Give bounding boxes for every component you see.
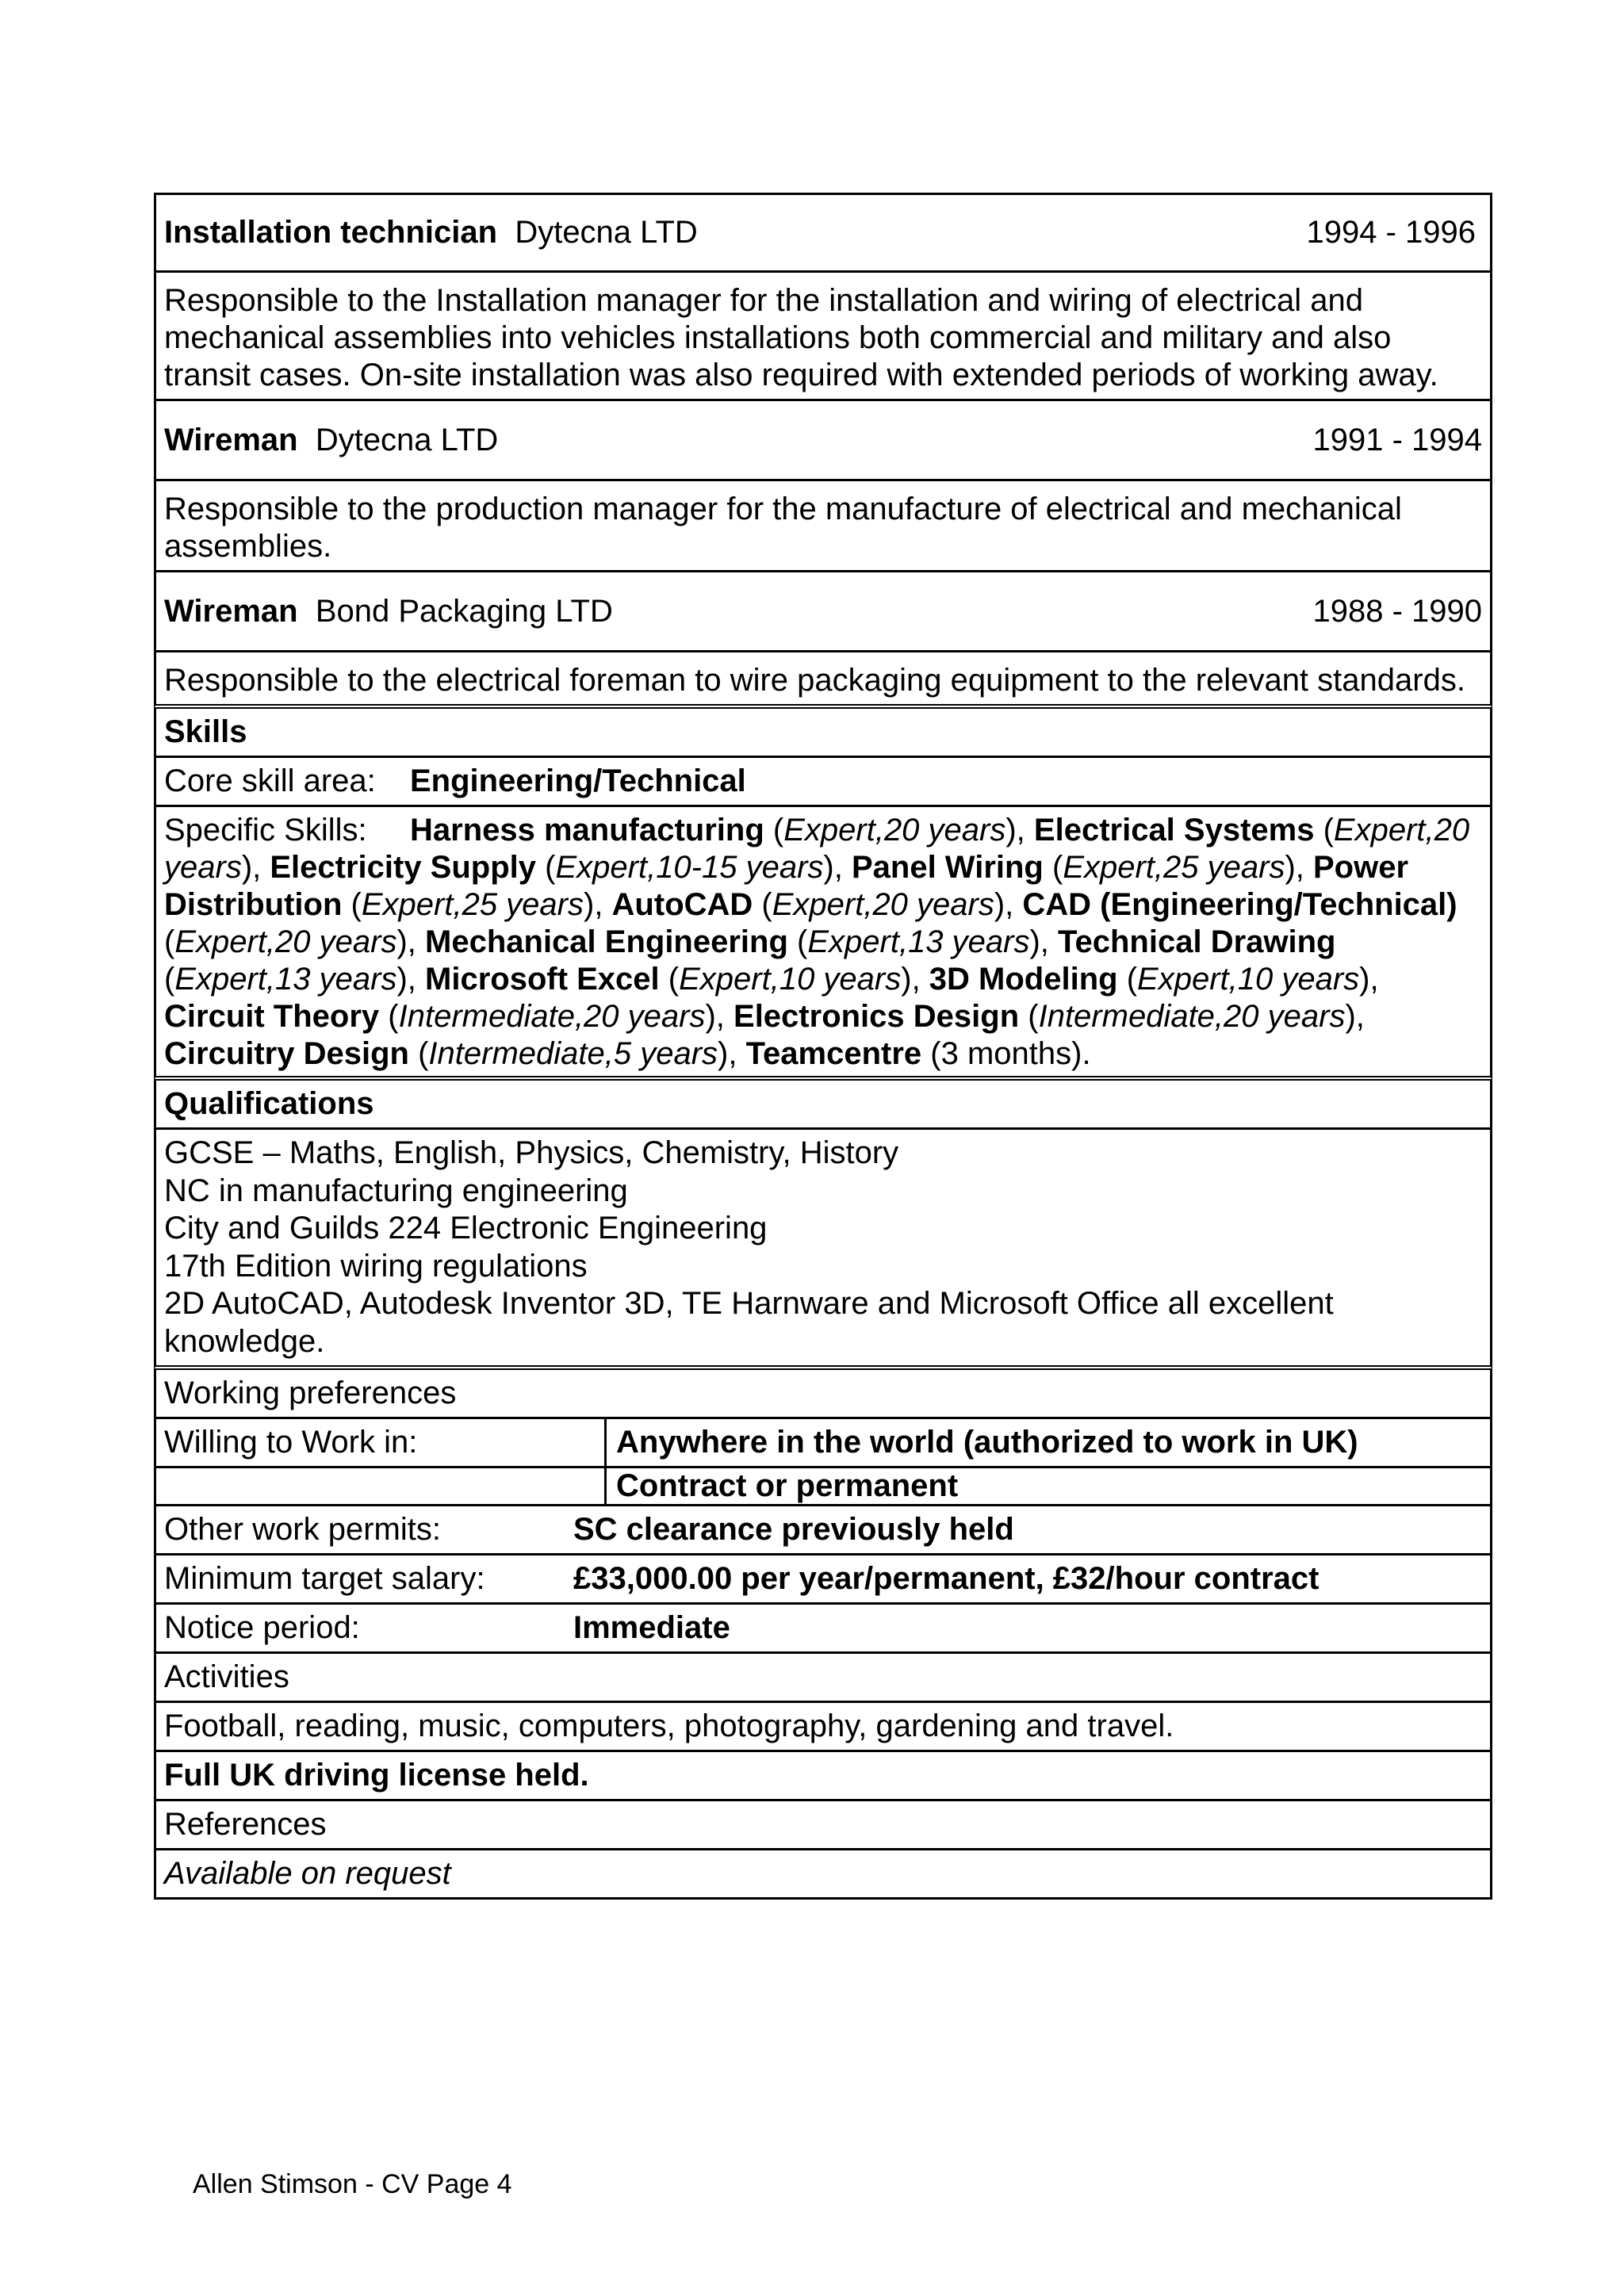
skill-name: Electrical Systems bbox=[1033, 813, 1315, 848]
skill-name: 3D Modeling bbox=[929, 962, 1118, 997]
permits-label: Other work permits: bbox=[164, 1512, 441, 1547]
job-header bbox=[154, 193, 1492, 273]
skill-item: Harness manufacturing (Expert,20 years), bbox=[410, 813, 1034, 848]
qualification-item: 2D AutoCAD, Autodesk Inventor 3D, TE Harnware and Microsoft Office all excellent knowledge. bbox=[164, 1286, 1334, 1359]
skill-item: Panel Wiring (Expert,25 years), bbox=[851, 850, 1313, 885]
specific-skills-label: Specific Skills: bbox=[164, 813, 367, 848]
job-title: Installation technician bbox=[164, 215, 498, 250]
skill-level: Expert,25 years bbox=[1063, 850, 1285, 885]
skill-name: Panel Wiring bbox=[851, 850, 1044, 885]
skill-name: Circuit Theory bbox=[164, 999, 380, 1034]
skills-list bbox=[164, 813, 1469, 1071]
job-company: Bond Packaging LTD bbox=[315, 593, 613, 629]
skill-item: Circuit Theory (Intermediate,20 years), bbox=[164, 999, 734, 1034]
section-heading-qualifications: Qualifications bbox=[154, 1081, 1492, 1130]
skill-name: Teamcentre bbox=[745, 1036, 922, 1071]
skill-level: Intermediate,5 years bbox=[428, 1036, 718, 1071]
permits-value: SC clearance previously held bbox=[573, 1512, 1014, 1547]
salary-value: £33,000.00 per year/permanent, £32/hour contract bbox=[573, 1561, 1320, 1596]
skill-item: CAD (Engineering/Technical) (Expert,20 years), bbox=[164, 887, 1457, 959]
skill-name: Mechanical Engineering bbox=[425, 924, 788, 959]
qualification-item: City and Guilds 224 Electronic Engineering bbox=[164, 1211, 768, 1246]
willing-label: Willing to Work in: bbox=[156, 1419, 607, 1466]
skill-level: Intermediate,20 years bbox=[398, 999, 706, 1034]
skill-item: Teamcentre (3 months). bbox=[745, 1036, 1091, 1071]
skill-name: Microsoft Excel bbox=[425, 962, 660, 997]
section-heading-references: References bbox=[154, 1801, 1492, 1850]
work-permits-row bbox=[154, 1506, 1492, 1556]
skill-level: Expert,10 years bbox=[1137, 962, 1360, 997]
skill-item: Technical Drawing (Expert,13 years), bbox=[164, 924, 1336, 997]
skill-item: Mechanical Engineering (Expert,13 years), bbox=[425, 924, 1059, 959]
qualification-item: 17th Edition wiring regulations bbox=[164, 1248, 588, 1284]
skill-item: 3D Modeling (Expert,10 years), bbox=[929, 962, 1379, 997]
job-title: Wireman bbox=[164, 593, 298, 629]
notice-row bbox=[154, 1605, 1492, 1654]
job-description-text: Responsible to the electrical foreman to wire packaging equipment to the relevant standards. bbox=[164, 663, 1465, 698]
job-title: Wireman bbox=[164, 422, 298, 457]
skill-item: Power Distribution (Expert,25 years), bbox=[164, 850, 1409, 922]
qualification-item: GCSE – Maths, English, Physics, Chemistry, History bbox=[164, 1135, 899, 1170]
section-heading-preferences: Working preferences bbox=[154, 1370, 1492, 1419]
references-text: Available on request bbox=[154, 1850, 1492, 1900]
activities-text: Football, reading, music, computers, photography, gardening and travel. bbox=[154, 1703, 1492, 1752]
driving-license: Full UK driving license held. bbox=[154, 1752, 1492, 1801]
willing-value: Anywhere in the world (authorized to work in UK) bbox=[616, 1425, 1358, 1460]
skill-item: AutoCAD (Expert,20 years), bbox=[611, 887, 1023, 922]
job-description bbox=[154, 273, 1492, 401]
notice-label: Notice period: bbox=[164, 1610, 360, 1645]
job-dates: 1988 - 1990 bbox=[1312, 593, 1482, 629]
skill-name: Circuitry Design bbox=[164, 1036, 409, 1071]
skill-level: Expert,10 years bbox=[679, 962, 902, 997]
skill-level: Intermediate,20 years bbox=[1038, 999, 1346, 1034]
skill-level: Expert,20 years bbox=[164, 813, 1470, 885]
contract-value: Contract or permanent bbox=[616, 1468, 959, 1503]
skill-name: Power Distribution bbox=[164, 850, 1409, 922]
skill-item: Electrical Systems (Expert,20 years), bbox=[164, 813, 1470, 885]
job-description-text: Responsible to the production manager for the manufacture of electrical and mechanical assemblies. bbox=[164, 492, 1402, 564]
skill-level: Expert,13 years bbox=[807, 924, 1030, 959]
willing-to-work-row bbox=[154, 1419, 1492, 1468]
notice-value: Immediate bbox=[573, 1610, 730, 1645]
footer-label: Allen Stimson - CV Page bbox=[193, 2169, 490, 2199]
section-heading-skills: Skills bbox=[154, 709, 1492, 758]
skill-level: Expert,13 years bbox=[174, 962, 397, 997]
job-description bbox=[154, 652, 1492, 709]
skill-name: Harness manufacturing bbox=[410, 813, 764, 848]
skill-level: Expert,20 years bbox=[174, 924, 397, 959]
skill-name: CAD (Engineering/Technical) bbox=[1022, 887, 1457, 922]
skill-level: Expert,10-15 years bbox=[555, 850, 824, 885]
specific-skills bbox=[154, 807, 1492, 1081]
salary-label: Minimum target salary: bbox=[164, 1561, 485, 1596]
cv-document bbox=[154, 193, 1492, 1900]
skill-item: Microsoft Excel (Expert,10 years), bbox=[425, 962, 929, 997]
section-heading-activities: Activities bbox=[154, 1654, 1492, 1703]
skill-item: Circuitry Design (Intermediate,5 years), bbox=[164, 1036, 746, 1071]
skill-name: Technical Drawing bbox=[1058, 924, 1336, 959]
skill-level: Expert,20 years bbox=[772, 887, 994, 922]
job-company: Dytecna LTD bbox=[315, 422, 499, 457]
page-footer bbox=[193, 2169, 512, 2200]
qualification-item: NC in manufacturing engineering bbox=[164, 1173, 628, 1208]
core-skill-row bbox=[154, 758, 1492, 807]
qualifications-list bbox=[154, 1130, 1492, 1370]
contract-row bbox=[154, 1468, 1492, 1506]
job-company: Dytecna LTD bbox=[515, 215, 698, 250]
skill-item: Electricity Supply (Expert,10-15 years), bbox=[270, 850, 852, 885]
skill-name: Electronics Design bbox=[733, 999, 1020, 1034]
job-header bbox=[154, 401, 1492, 481]
salary-row bbox=[154, 1556, 1492, 1605]
skill-item: Electronics Design (Intermediate,20 years), bbox=[733, 999, 1365, 1034]
job-dates: 1994 - 1996 bbox=[1306, 215, 1476, 250]
skill-name: AutoCAD bbox=[611, 887, 753, 922]
job-dates: 1991 - 1994 bbox=[1312, 422, 1482, 457]
job-description-text: Responsible to the Installation manager for the installation and wiring of electrical and mechanical assemblies into vehicles installations both commercial and military and also transit cases. On-site installation was also required with extended periods of working away. bbox=[164, 283, 1438, 392]
page-number: 4 bbox=[496, 2169, 512, 2199]
core-skill-value: Engineering/Technical bbox=[410, 763, 746, 798]
job-description bbox=[154, 481, 1492, 572]
job-header bbox=[154, 572, 1492, 652]
skill-level: Expert,25 years bbox=[361, 887, 584, 922]
skill-level: 3 months bbox=[940, 1036, 1072, 1071]
core-skill-label: Core skill area: bbox=[164, 763, 376, 798]
skill-level: Expert,20 years bbox=[783, 813, 1006, 848]
skill-name: Electricity Supply bbox=[270, 850, 537, 885]
